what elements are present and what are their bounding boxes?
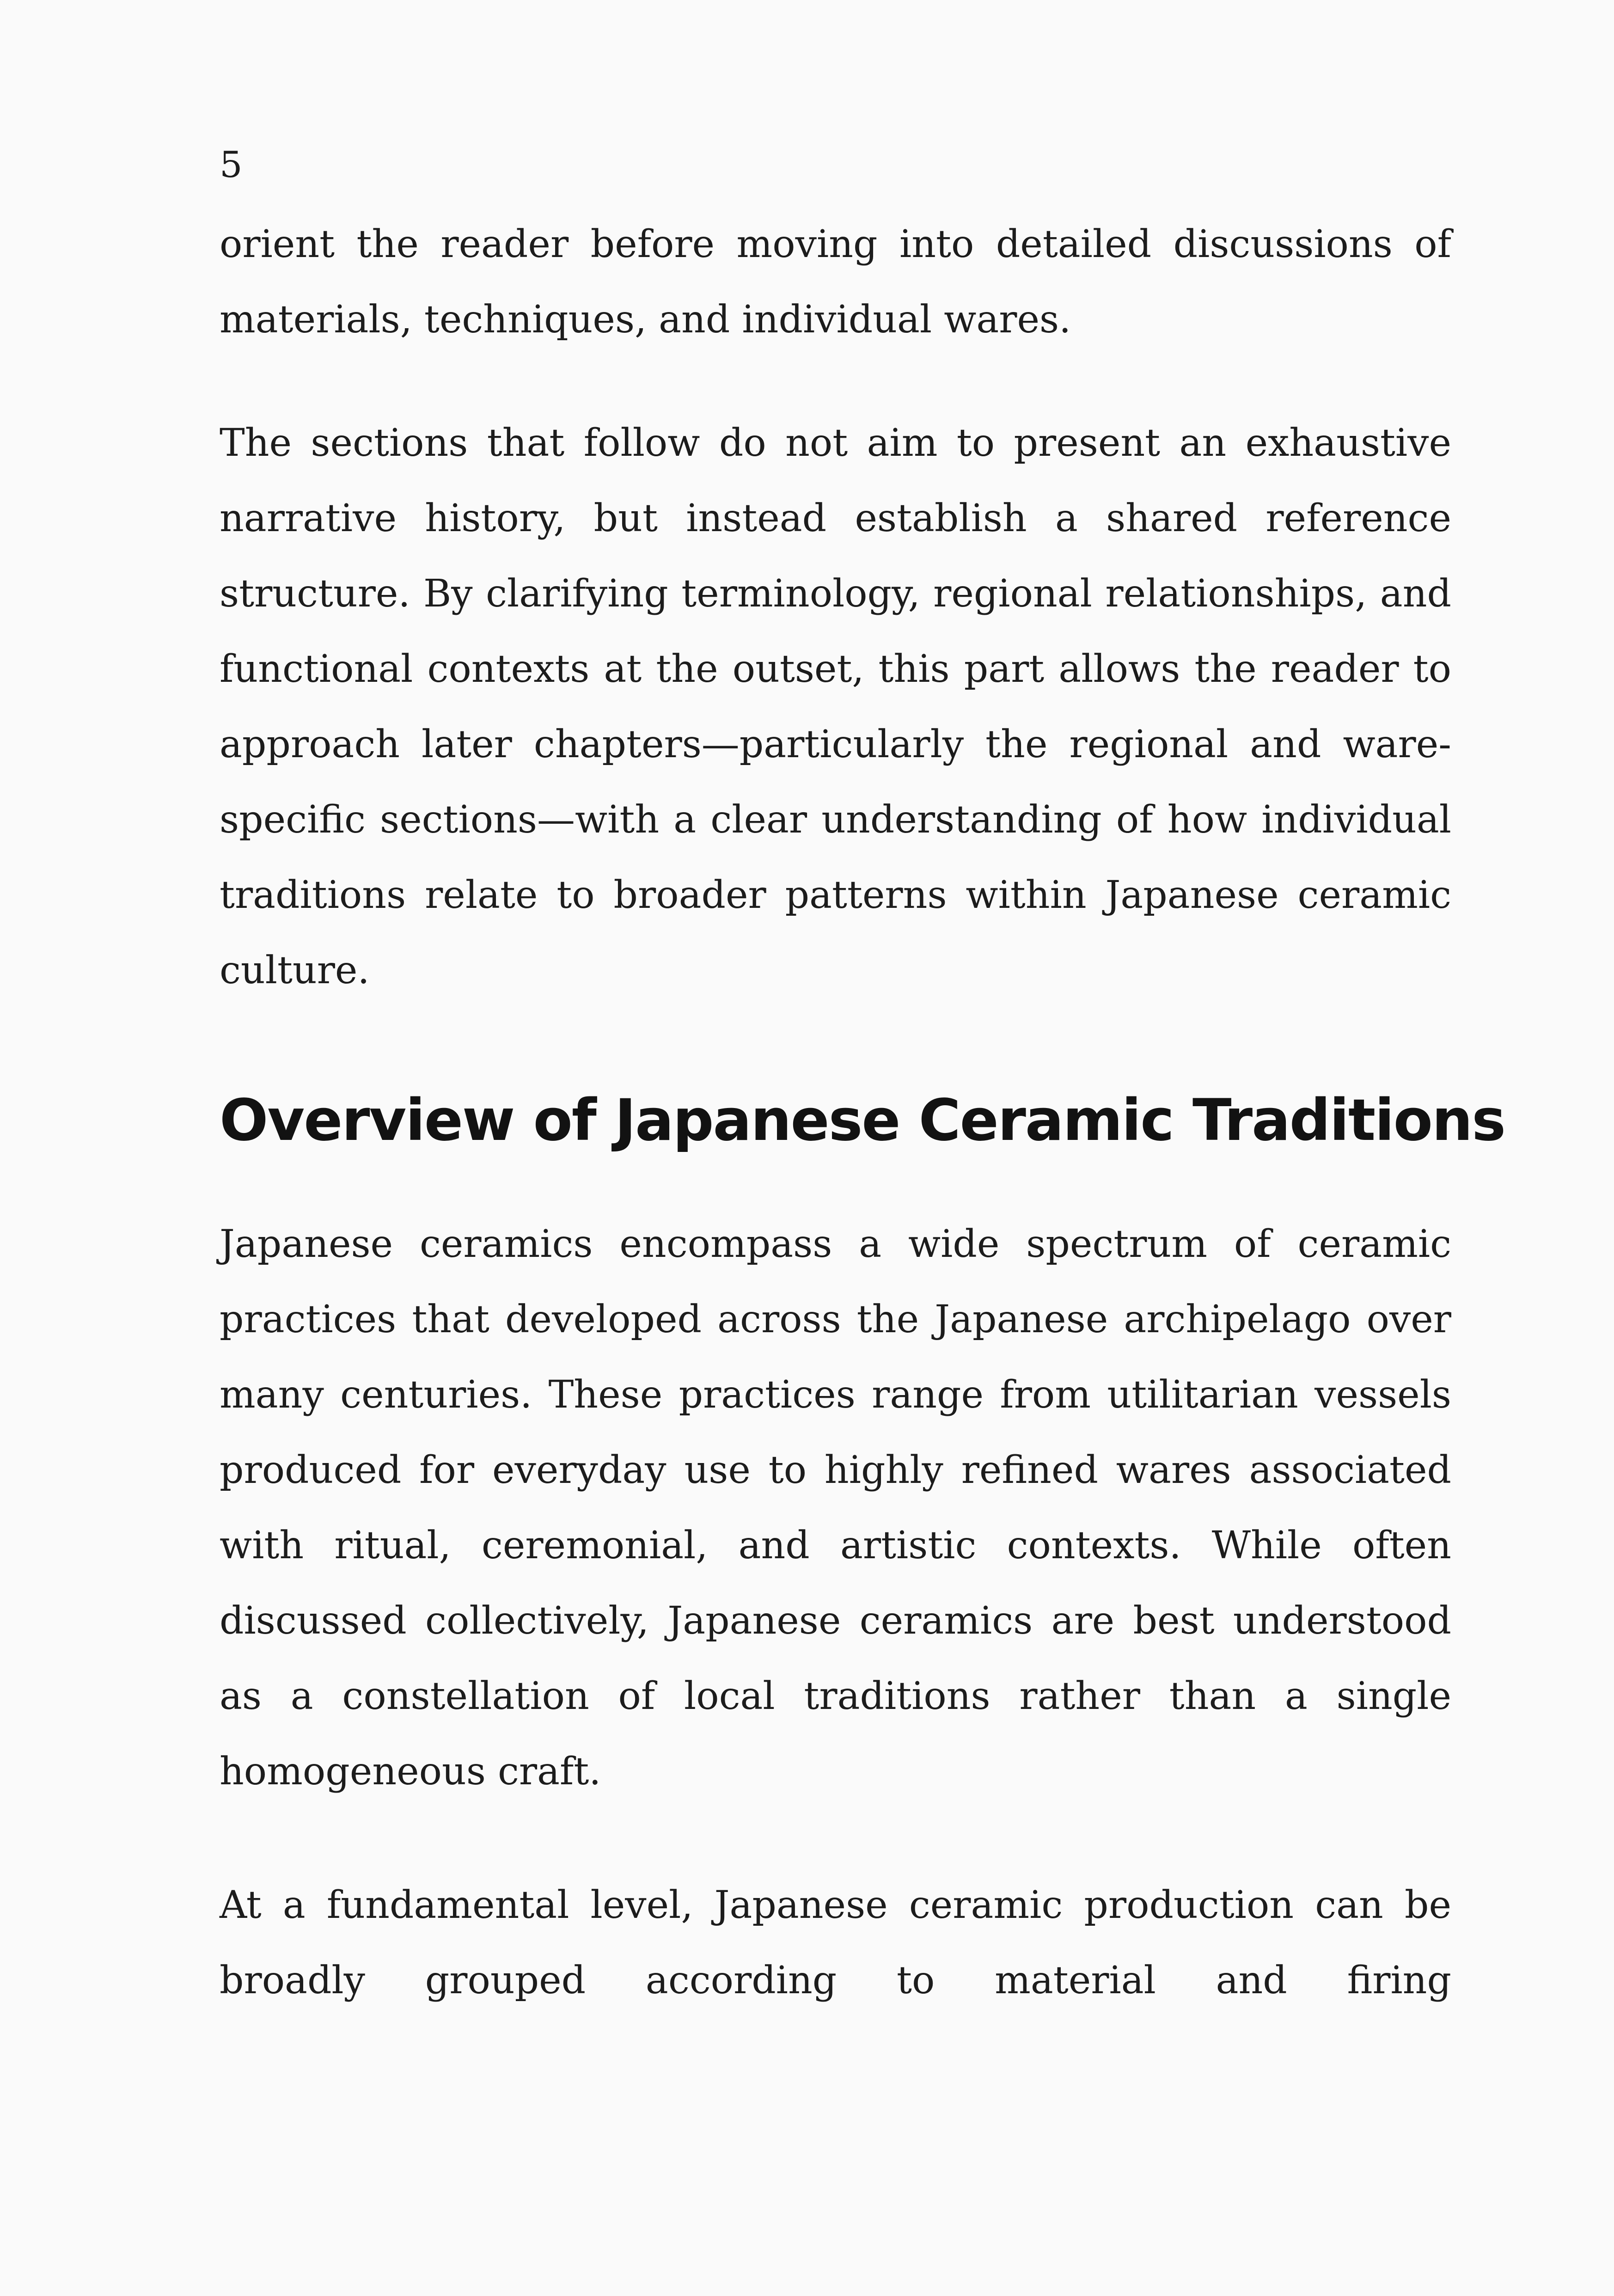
section-heading: Overview of Japanese Ceramic Traditions [220,1087,1505,1154]
body-paragraph: Japanese ceramics encompass a wide spectrum of ceramic practices that developed across the Japanese archipelago over many centuries. These practices range from utilitarian vessels produced for everyday use to highly refined wares associated with ritual, ceremonial, and artistic contexts. While often discussed collectively, Japanese ceramics are best understood as a constellation of local traditions rather than a single homogeneous craft. [220,1222,1451,1794]
body-paragraph-truncated: At a fundamental level, Japanese ceramic production can be broadly grouped according to material and firing [220,1883,1451,2002]
body-paragraph-continuation: orient the reader before moving into detailed discussions of materials, techniques, and individual wares. [220,222,1451,342]
page-number: 5 [220,144,243,186]
body-paragraph: The sections that follow do not aim to present an exhaustive narrative history, but instead establish a shared reference structure. By clarifying terminology, regional relationships, and functional contexts at the outset, this part allows the reader to approach later chapters—particularly the regional and ware-specific sections—with a clear understanding of how individual traditions relate to broader patterns within Japanese ceramic culture. [220,421,1451,992]
